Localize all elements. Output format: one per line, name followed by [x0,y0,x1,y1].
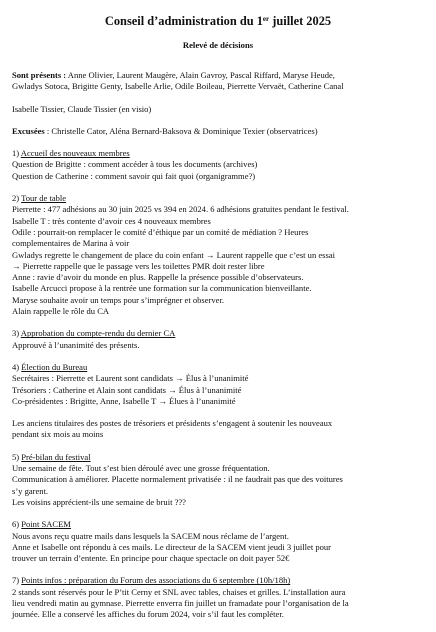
section-4-note-line: pendant six mois au moins [12,429,104,440]
section-2-line: Gwladys regrette le changement de place du coin enfant → Laurent rappelle que c’est un essai [12,249,335,260]
section-2 [12,193,430,317]
section-4-heading [12,362,430,373]
section-1-line: Question de Brigitte : comment accéder à tous les documents (archives) [12,159,258,170]
section-2-line: complementaires de Marina à voir [12,238,130,249]
title-start: Conseil d’administration du 1 [104,14,263,28]
excused-block [12,126,430,137]
section-7-line: 2 stands sont réservés pour le P’tit Cerny et SNL avec tables, chaises et grilles. L’installation aura [12,586,346,597]
section-6-number: 6) [12,519,22,530]
section-5-line: Une semaine de fête. Tout s’est bien déroulé avec une grosse fréquentation. [12,463,270,474]
section-4-note-line: Les anciens titulaires des postes de trésoriers et présidents s’engagent à soutenir les nouveaux [12,418,333,429]
attendees-line-2: Gwladys Sotoca, Brigitte Genty, Isabelle Arlie, Odile Boileau, Pierrette Vervaët, Catherine Canal [12,81,344,92]
section-6-line: trouver un terrain d’entente. En principe pour chaque spectacle on doit payer 52€ [12,553,290,564]
section-4-number: 4) [12,361,22,372]
document-body [12,70,430,632]
title-superscript: er [262,15,270,23]
section-7-line: journée. Elle a conservé les affiches du forum 2024, voir s’il faut les compléter. [12,609,284,620]
excused-label: Excusées [12,125,45,136]
section-1 [12,148,430,182]
section-2-line: → Pierrette rappelle que le passage vers les toilettes PMR doit rester libre [12,260,265,271]
section-4-line: Co-présidentes : Brigitte, Anne, Isabelle T → Élues à l’unanimité [12,395,236,406]
attendees-line-1 [12,70,430,81]
page-title [0,14,436,29]
section-6-heading [12,519,430,530]
visio-line: Isabelle Tissier, Claude Tissier (en visio) [12,103,152,114]
attendees-label: Sont présents : [12,70,67,80]
section-2-line: Odile : pourrait-on remplacer le comité d’éthique par un comité de médiation ? Heures [12,226,309,237]
section-2-line: Pierrette : 477 adhésions au 30 juin 2025 vs 394 en 2024. 6 adhésions gratuites pendant le festival. [12,204,349,215]
section-5-line: s’y garent. [12,485,49,496]
page-subtitle: Relevé de décisions [182,40,254,50]
section-2-line: Anne : ravie d’avoir du monde en plus. Rappelle la présence possible d’observateurs. [12,272,304,283]
section-6 [12,519,430,564]
section-3-heading [12,328,430,339]
section-2-title: Tour de table [21,193,67,204]
attendees-names-1: Anne Olivier, Laurent Maugère, Alain Gavroy, Pascal Riffard, Maryse Heude, [66,70,335,80]
section-4-line: Trésoriers : Catherine et Alain sont candidats → Élus à l’unanimité [12,384,242,395]
section-2-line: Isabelle T : très contente d’avoir ces 4 nouveaux membres [12,215,211,226]
section-4-line: Secrétaires : Pierrette et Laurent sont candidats → Élus à l’unanimité [12,373,249,384]
excused-line [12,126,430,137]
section-4-note [12,418,430,441]
section-5-heading [12,452,430,463]
section-2-line: Maryse souhaite avoir un temps pour s’imprégner et observer. [12,294,224,305]
section-1-line: Question de Catherine : comment savoir qui fait quoi (organigramme?) [12,170,256,181]
title-end: juillet 2025 [269,14,332,28]
excused-names: : Christelle Cator, Aléna Bernard-Baksova & Dominique Texier (observatrices) [44,125,318,136]
section-5-number: 5) [12,451,22,462]
section-3-number: 3) [12,328,21,339]
section-5 [12,452,430,508]
section-1-number: 1) [12,148,21,159]
section-4-title: Élection du Bureau [21,361,88,372]
section-6-line: Nous avons reçu quatre mails dans lesquels la SACEM nous réclame de l’argent. [12,530,289,541]
section-2-line: Isabelle Arcucci propose à la rentrée une formation sur la communication bienveillante. [12,283,312,294]
section-3-line: Approuvé à l’unanimité des présents. [12,339,140,350]
section-1-title: Accueil des nouveaux membres [20,148,130,159]
section-1-heading [12,148,430,159]
section-7-title: Points infos : préparation du Forum des associations du 6 septembre (10h/18h) [21,575,291,586]
section-7-heading [12,575,430,586]
section-2-heading [12,193,430,204]
section-5-line: Communication à améliorer. Placette normalement privatisée : il ne faudrait pas que des voitures [12,474,343,485]
section-2-line: Alain rappelle le rôle du CA [12,306,110,317]
section-7 [12,575,430,620]
attendees-block [12,70,430,93]
section-3 [12,328,430,351]
visio-block [12,104,430,115]
section-6-line: Anne et Isabelle ont répondu à ces mails. Le directeur de la SACEM vient jeudi 3 juillet pour [12,541,331,552]
section-7-number: 7) [12,575,22,586]
section-5-line: Les voisins apprécient-ils une semaine de bruit ??? [12,496,186,507]
section-7-line: lieu vendredi matin au gymnase. Pierrette enverra fin juillet un framadate pour l’organisation de la [12,597,349,608]
section-2-number: 2) [12,193,22,204]
section-6-title: Point SACEM [21,519,71,530]
section-3-title: Approbation du compte-rendu du dernier CA [20,328,176,339]
section-4 [12,362,430,407]
section-5-title: Pré-bilan du festival [21,451,91,462]
